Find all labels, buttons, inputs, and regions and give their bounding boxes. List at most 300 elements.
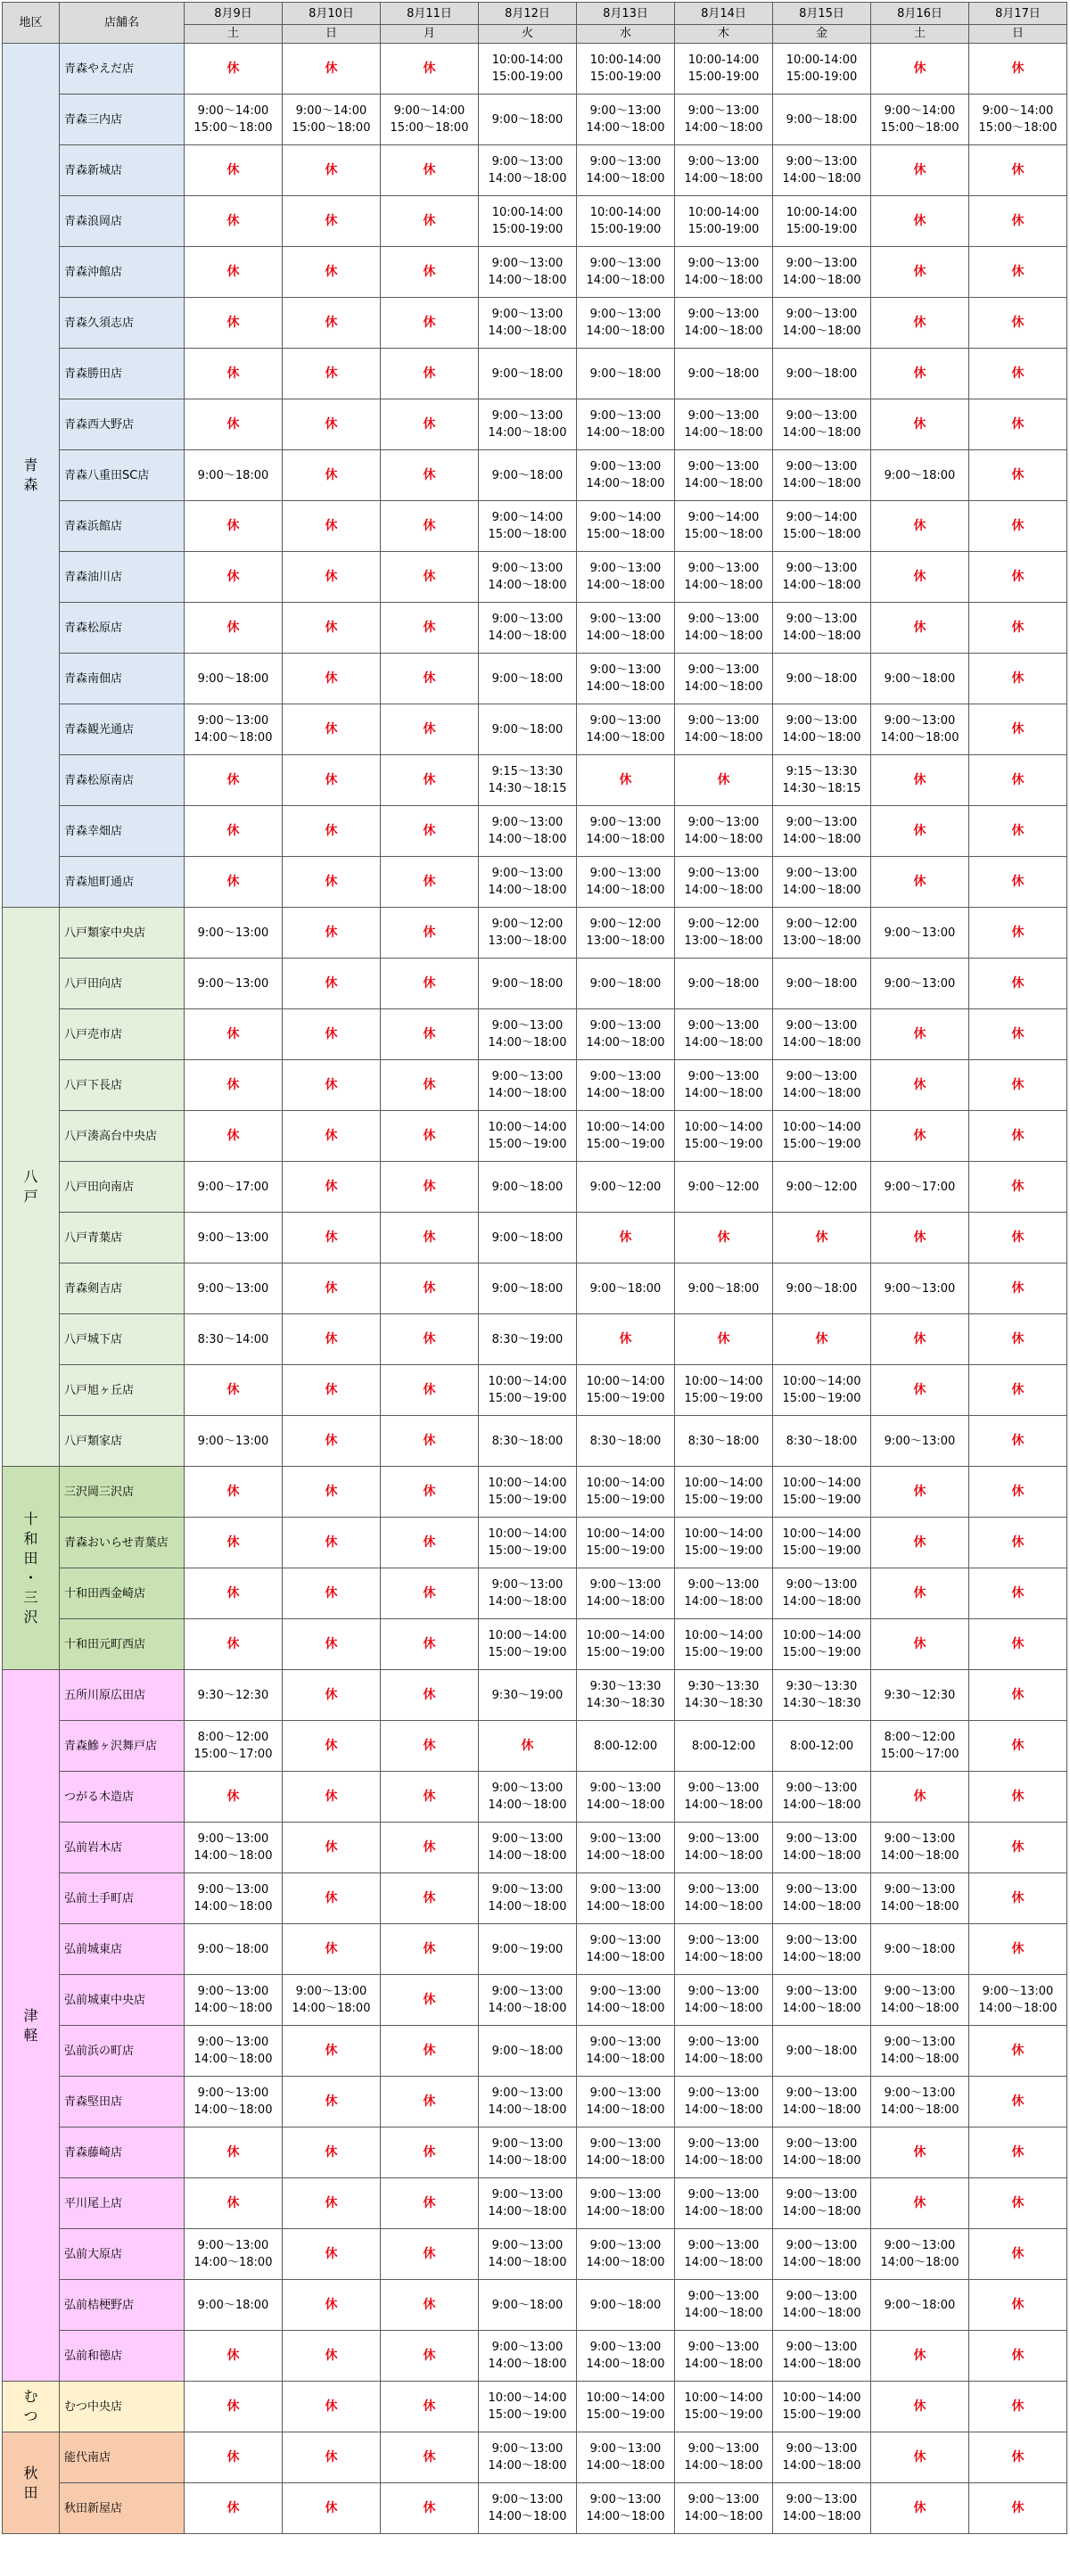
- hours-cell: 9:00～12:00 13:00～18:00: [479, 908, 577, 959]
- closed-cell: 休: [969, 2382, 1067, 2432]
- hours-cell: 9:00～13:00 14:00～18:00: [675, 95, 773, 145]
- hours-cell: 9:00～13:00: [185, 908, 283, 959]
- hours-cell: 9:00～18:00: [773, 959, 871, 1009]
- closed-cell: 休: [871, 1518, 969, 1568]
- closed-cell: 休: [381, 908, 479, 959]
- closed-cell: 休: [185, 1518, 283, 1568]
- table-row: [3, 959, 1067, 1009]
- hours-cell: 10:00～14:00 15:00～19:00: [479, 1619, 577, 1670]
- closed-cell: 休: [283, 247, 381, 298]
- closed-cell: 休: [185, 501, 283, 552]
- store-name-cell: 弘前和徳店: [60, 2331, 185, 2382]
- closed-cell: 休: [381, 1416, 479, 1467]
- hours-cell: 9:00～13:00 14:00～18:00: [871, 2077, 969, 2127]
- hours-cell: 9:00～14:00 15:00～18:00: [773, 501, 871, 552]
- closed-cell: 休: [381, 806, 479, 857]
- table-row: [3, 908, 1067, 959]
- closed-cell: 休: [969, 603, 1067, 654]
- hours-cell: 9:00～18:00: [479, 704, 577, 755]
- closed-cell: 休: [381, 552, 479, 603]
- closed-cell: 休: [871, 2127, 969, 2178]
- table-row: [3, 704, 1067, 755]
- hours-cell: 9:00～13:00 14:00～18:00: [577, 1823, 675, 1873]
- table-body: [3, 44, 1067, 2534]
- closed-cell: 休: [871, 349, 969, 399]
- hours-cell: 9:00～13:00 14:00～18:00: [577, 2077, 675, 2127]
- closed-cell: 休: [871, 2382, 969, 2432]
- store-name-cell: 三沢岡三沢店: [60, 1467, 185, 1518]
- closed-cell: 休: [381, 1060, 479, 1111]
- hours-cell: 9:00～18:00: [479, 349, 577, 399]
- hours-cell: 9:00～12:00 13:00～18:00: [577, 908, 675, 959]
- closed-cell: 休: [283, 2026, 381, 2077]
- store-name-cell: 青森油川店: [60, 552, 185, 603]
- closed-cell: 休: [381, 399, 479, 450]
- hours-cell: 9:00～13:00 14:00～18:00: [479, 1009, 577, 1060]
- closed-cell: 休: [871, 552, 969, 603]
- closed-cell: 休: [969, 552, 1067, 603]
- table-row: [3, 2382, 1067, 2432]
- hours-cell: 10:00～14:00 15:00～19:00: [773, 1619, 871, 1670]
- hours-cell: 9:00～13:00 14:00～18:00: [479, 399, 577, 450]
- store-name-cell: 八戸下長店: [60, 1060, 185, 1111]
- closed-cell: 休: [283, 196, 381, 247]
- closed-cell: 休: [283, 704, 381, 755]
- closed-cell: 休: [871, 298, 969, 349]
- hours-cell: 9:00～13:00 14:00～18:00: [577, 1772, 675, 1823]
- store-name-cell: 青森浪岡店: [60, 196, 185, 247]
- hours-cell: 9:00～13:00 14:00～18:00: [185, 704, 283, 755]
- hours-cell: 8:00～12:00 15:00～17:00: [871, 1721, 969, 1772]
- table-row: [3, 2026, 1067, 2077]
- date-header: 8月15日: [773, 3, 871, 25]
- store-name-cell: 青森幸畑店: [60, 806, 185, 857]
- hours-cell: 9:00～18:00: [479, 654, 577, 704]
- region-cell: む つ: [3, 2382, 60, 2432]
- hours-cell: 9:00～18:00: [773, 654, 871, 704]
- hours-cell: 9:00～13:00 14:00～18:00: [479, 298, 577, 349]
- hours-cell: 9:00～13:00 14:00～18:00: [675, 1924, 773, 1975]
- table-row: [3, 1518, 1067, 1568]
- closed-cell: 休: [283, 1060, 381, 1111]
- closed-cell: 休: [185, 806, 283, 857]
- closed-cell: 休: [577, 1213, 675, 1263]
- closed-cell: 休: [871, 1009, 969, 1060]
- hours-cell: 10:00～14:00 15:00～19:00: [577, 1619, 675, 1670]
- store-name-cell: 十和田西金崎店: [60, 1568, 185, 1619]
- table-row: [3, 1416, 1067, 1467]
- hours-cell: 9:00～13:00 14:00～18:00: [675, 2178, 773, 2229]
- store-name-cell: 八戸青葉店: [60, 1213, 185, 1263]
- closed-cell: 休: [283, 959, 381, 1009]
- closed-cell: 休: [969, 2178, 1067, 2229]
- hours-cell: 8:30～19:00: [479, 1314, 577, 1365]
- table-row: [3, 501, 1067, 552]
- schedule-table: [2, 2, 1067, 2534]
- hours-cell: 9:00～13:00 14:00～18:00: [577, 1060, 675, 1111]
- hours-cell: 9:00～13:00 14:00～18:00: [675, 247, 773, 298]
- hours-cell: 9:00～12:00: [675, 1162, 773, 1213]
- hours-cell: 9:00～13:00 14:00～18:00: [675, 857, 773, 908]
- store-name-cell: 青森新城店: [60, 145, 185, 196]
- table-row: [3, 552, 1067, 603]
- closed-cell: 休: [969, 501, 1067, 552]
- hours-cell: 9:00～13:00 14:00～18:00: [185, 2229, 283, 2280]
- hours-cell: 10:00～14:00 15:00～19:00: [675, 2382, 773, 2432]
- closed-cell: 休: [185, 145, 283, 196]
- hours-cell: 9:00～13:00 14:00～18:00: [675, 298, 773, 349]
- store-name-cell: 平川尾上店: [60, 2178, 185, 2229]
- closed-cell: 休: [283, 349, 381, 399]
- hours-cell: 8:00-12:00: [773, 1721, 871, 1772]
- store-name-cell: 青森堅田店: [60, 2077, 185, 2127]
- date-header: 8月13日: [577, 3, 675, 25]
- table-row: [3, 399, 1067, 450]
- table-row: [3, 1619, 1067, 1670]
- closed-cell: 休: [969, 1619, 1067, 1670]
- hours-cell: 9:00～14:00 15:00～18:00: [969, 95, 1067, 145]
- closed-cell: 休: [381, 1467, 479, 1518]
- region-cell: 青 森: [3, 44, 60, 908]
- table-row: [3, 298, 1067, 349]
- closed-cell: 休: [283, 908, 381, 959]
- hours-cell: 9:00～13:00 14:00～18:00: [675, 145, 773, 196]
- closed-cell: 休: [381, 1213, 479, 1263]
- hours-cell: 9:30～13:30 14:30～18:30: [577, 1670, 675, 1721]
- hours-cell: 9:00～13:00 14:00～18:00: [773, 247, 871, 298]
- closed-cell: 休: [969, 2432, 1067, 2483]
- hours-cell: 8:00-12:00: [577, 1721, 675, 1772]
- closed-cell: 休: [381, 2077, 479, 2127]
- hours-cell: 9:00～13:00 14:00～18:00: [577, 145, 675, 196]
- closed-cell: 休: [185, 1365, 283, 1416]
- closed-cell: 休: [871, 247, 969, 298]
- hours-cell: 9:00～18:00: [479, 1162, 577, 1213]
- hours-cell: 9:00～14:00 15:00～18:00: [577, 501, 675, 552]
- closed-cell: 休: [283, 755, 381, 806]
- closed-cell: 休: [675, 1314, 773, 1365]
- hours-cell: 9:00～13:00 14:00～18:00: [871, 1823, 969, 1873]
- hours-cell: 9:00～13:00 14:00～18:00: [773, 2280, 871, 2331]
- hours-cell: 9:00～13:00 14:00～18:00: [773, 1873, 871, 1924]
- table-row: [3, 2127, 1067, 2178]
- closed-cell: 休: [381, 1009, 479, 1060]
- table-row: [3, 44, 1067, 95]
- hours-cell: 10:00-14:00 15:00-19:00: [773, 196, 871, 247]
- closed-cell: 休: [283, 1924, 381, 1975]
- hours-cell: 9:00～13:00 14:00～18:00: [773, 704, 871, 755]
- hours-cell: 9:00～13:00 14:00～18:00: [479, 1060, 577, 1111]
- hours-cell: 9:00～13:00 14:00～18:00: [577, 1924, 675, 1975]
- table-row: [3, 857, 1067, 908]
- store-name-cell: 弘前桔梗野店: [60, 2280, 185, 2331]
- closed-cell: 休: [283, 2229, 381, 2280]
- hours-cell: 10:00～14:00 15:00～19:00: [773, 2382, 871, 2432]
- hours-cell: 10:00～14:00 15:00～19:00: [675, 1619, 773, 1670]
- hours-cell: 9:00～13:00 14:00～18:00: [675, 806, 773, 857]
- table-row: [3, 2432, 1067, 2483]
- closed-cell: 休: [381, 704, 479, 755]
- table-row: [3, 1924, 1067, 1975]
- closed-cell: 休: [381, 2280, 479, 2331]
- closed-cell: 休: [969, 1416, 1067, 1467]
- store-name-cell: 青森やえだ店: [60, 44, 185, 95]
- closed-cell: 休: [283, 1365, 381, 1416]
- store-name-cell: 青森西大野店: [60, 399, 185, 450]
- hours-cell: 9:30～19:00: [479, 1670, 577, 1721]
- hours-cell: 10:00～14:00 15:00～19:00: [577, 1518, 675, 1568]
- closed-cell: 休: [871, 603, 969, 654]
- date-header: 8月9日: [185, 3, 283, 25]
- table-row: [3, 1467, 1067, 1518]
- table-row: [3, 145, 1067, 196]
- closed-cell: 休: [185, 399, 283, 450]
- closed-cell: 休: [283, 2432, 381, 2483]
- closed-cell: 休: [969, 1721, 1067, 1772]
- hours-cell: 10:00～14:00 15:00～19:00: [577, 2382, 675, 2432]
- hours-cell: 9:00～18:00: [185, 2280, 283, 2331]
- weekday-header: 日: [283, 25, 381, 44]
- date-header: 8月14日: [675, 3, 773, 25]
- closed-cell: 休: [283, 806, 381, 857]
- closed-cell: 休: [969, 1314, 1067, 1365]
- hours-cell: 9:00～13:00 14:00～18:00: [479, 2331, 577, 2382]
- date-header-row: [3, 3, 1067, 25]
- closed-cell: 休: [381, 2178, 479, 2229]
- closed-cell: 休: [969, 959, 1067, 1009]
- closed-cell: 休: [283, 2331, 381, 2382]
- hours-cell: 9:15～13:30 14:30～18:15: [479, 755, 577, 806]
- store-name-cell: 青森南佃店: [60, 654, 185, 704]
- hours-cell: 9:00～18:00: [479, 2026, 577, 2077]
- closed-cell: 休: [283, 1162, 381, 1213]
- closed-cell: 休: [283, 603, 381, 654]
- date-header: 8月10日: [283, 3, 381, 25]
- table-row: [3, 654, 1067, 704]
- store-name-cell: 八戸湊高台中央店: [60, 1111, 185, 1162]
- hours-cell: 9:00～13:00 14:00～18:00: [773, 552, 871, 603]
- closed-cell: 休: [283, 145, 381, 196]
- hours-cell: 9:00～13:00 14:00～18:00: [185, 1873, 283, 1924]
- closed-cell: 休: [969, 1873, 1067, 1924]
- closed-cell: 休: [185, 2432, 283, 2483]
- closed-cell: 休: [871, 1314, 969, 1365]
- hours-cell: 9:00～13:00 14:00～18:00: [479, 1975, 577, 2026]
- closed-cell: 休: [283, 2127, 381, 2178]
- hours-cell: 9:00～13:00 14:00～18:00: [479, 2178, 577, 2229]
- hours-cell: 9:00～13:00 14:00～18:00: [773, 1009, 871, 1060]
- closed-cell: 休: [381, 1823, 479, 1873]
- closed-cell: 休: [479, 1721, 577, 1772]
- table-row: [3, 603, 1067, 654]
- store-name-cell: 能代南店: [60, 2432, 185, 2483]
- closed-cell: 休: [283, 1772, 381, 1823]
- closed-cell: 休: [185, 1111, 283, 1162]
- closed-cell: 休: [675, 1213, 773, 1263]
- closed-cell: 休: [969, 196, 1067, 247]
- hours-cell: 9:00～13:00: [871, 1263, 969, 1314]
- table-row: [3, 1162, 1067, 1213]
- hours-cell: 9:00～12:00 13:00～18:00: [773, 908, 871, 959]
- hours-cell: 9:00～12:00 13:00～18:00: [675, 908, 773, 959]
- closed-cell: 休: [969, 1213, 1067, 1263]
- hours-cell: 9:00～13:00 14:00～18:00: [773, 1060, 871, 1111]
- closed-cell: 休: [969, 806, 1067, 857]
- hours-cell: 9:00～13:00 14:00～18:00: [871, 1975, 969, 2026]
- closed-cell: 休: [969, 1263, 1067, 1314]
- table-row: [3, 1365, 1067, 1416]
- hours-cell: 9:00～18:00: [675, 959, 773, 1009]
- weekday-header: 土: [871, 25, 969, 44]
- hours-cell: 9:00～13:00 14:00～18:00: [773, 857, 871, 908]
- hours-cell: 9:00～18:00: [773, 2026, 871, 2077]
- closed-cell: 休: [381, 1263, 479, 1314]
- hours-cell: 9:00～13:00 14:00～18:00: [871, 2229, 969, 2280]
- hours-cell: 9:00～18:00: [675, 349, 773, 399]
- hours-cell: 9:00～13:00 14:00～18:00: [479, 1823, 577, 1873]
- hours-cell: 9:00～13:00 14:00～18:00: [675, 399, 773, 450]
- hours-cell: 9:00～13:00 14:00～18:00: [577, 1873, 675, 1924]
- closed-cell: 休: [871, 44, 969, 95]
- closed-cell: 休: [283, 2178, 381, 2229]
- table-row: [3, 196, 1067, 247]
- hours-cell: 9:00～13:00 14:00～18:00: [675, 1009, 773, 1060]
- closed-cell: 休: [381, 1314, 479, 1365]
- store-name-cell: 八戸城下店: [60, 1314, 185, 1365]
- table-row: [3, 1060, 1067, 1111]
- table-row: [3, 1314, 1067, 1365]
- hours-cell: 9:00～13:00 14:00～18:00: [773, 2229, 871, 2280]
- closed-cell: 休: [283, 1467, 381, 1518]
- hours-cell: 9:00～18:00: [871, 2280, 969, 2331]
- closed-cell: 休: [185, 857, 283, 908]
- hours-cell: 9:00～13:00 14:00～18:00: [577, 1568, 675, 1619]
- hours-cell: 10:00～14:00 15:00～19:00: [479, 1518, 577, 1568]
- closed-cell: 休: [185, 2382, 283, 2432]
- table-row: [3, 806, 1067, 857]
- closed-cell: 休: [283, 1009, 381, 1060]
- closed-cell: 休: [185, 2178, 283, 2229]
- closed-cell: 休: [283, 857, 381, 908]
- hours-cell: 9:00～13:00 14:00～18:00: [773, 2077, 871, 2127]
- hours-cell: 9:00～18:00: [479, 1213, 577, 1263]
- closed-cell: 休: [381, 1975, 479, 2026]
- table-row: [3, 450, 1067, 501]
- hours-cell: 9:00～18:00: [185, 1924, 283, 1975]
- closed-cell: 休: [381, 2432, 479, 2483]
- hours-cell: 9:00～13:00 14:00～18:00: [675, 2331, 773, 2382]
- store-name-cell: 青森八重田SC店: [60, 450, 185, 501]
- hours-cell: 10:00～14:00 15:00～19:00: [773, 1518, 871, 1568]
- closed-cell: 休: [871, 196, 969, 247]
- hours-cell: 9:00～13:00 14:00～18:00: [675, 1772, 773, 1823]
- closed-cell: 休: [871, 1060, 969, 1111]
- closed-cell: 休: [969, 2077, 1067, 2127]
- closed-cell: 休: [381, 1568, 479, 1619]
- hours-cell: 9:00～18:00: [479, 1263, 577, 1314]
- closed-cell: 休: [283, 1416, 381, 1467]
- closed-cell: 休: [283, 2077, 381, 2127]
- hours-cell: 9:00～13:00 14:00～18:00: [577, 2229, 675, 2280]
- closed-cell: 休: [969, 247, 1067, 298]
- hours-cell: 9:00～17:00: [185, 1162, 283, 1213]
- hours-cell: 9:00～13:00 14:00～18:00: [773, 1975, 871, 2026]
- hours-cell: 9:00～18:00: [871, 654, 969, 704]
- closed-cell: 休: [969, 349, 1067, 399]
- closed-cell: 休: [185, 44, 283, 95]
- closed-cell: 休: [773, 1213, 871, 1263]
- closed-cell: 休: [283, 450, 381, 501]
- closed-cell: 休: [871, 1619, 969, 1670]
- closed-cell: 休: [381, 450, 479, 501]
- closed-cell: 休: [969, 2483, 1067, 2534]
- closed-cell: 休: [969, 2026, 1067, 2077]
- table-row: [3, 2178, 1067, 2229]
- hours-cell: 9:00～13:00 14:00～18:00: [577, 2127, 675, 2178]
- closed-cell: 休: [381, 2483, 479, 2534]
- hours-cell: 9:00～13:00 14:00～18:00: [675, 2280, 773, 2331]
- hours-cell: 10:00～14:00 15:00～19:00: [675, 1365, 773, 1416]
- closed-cell: 休: [969, 1924, 1067, 1975]
- hours-cell: 9:00～13:00 14:00～18:00: [773, 2432, 871, 2483]
- weekday-header: 木: [675, 25, 773, 44]
- closed-cell: 休: [871, 501, 969, 552]
- closed-cell: 休: [283, 552, 381, 603]
- closed-cell: 休: [381, 145, 479, 196]
- hours-cell: 10:00～14:00 15:00～19:00: [577, 1365, 675, 1416]
- hours-cell: 9:00～19:00: [479, 1924, 577, 1975]
- closed-cell: 休: [185, 2331, 283, 2382]
- closed-cell: 休: [969, 2280, 1067, 2331]
- closed-cell: 休: [185, 349, 283, 399]
- closed-cell: 休: [969, 755, 1067, 806]
- hours-cell: 9:00～13:00 14:00～18:00: [577, 2331, 675, 2382]
- closed-cell: 休: [969, 2229, 1067, 2280]
- hours-cell: 9:00～13:00 14:00～18:00: [479, 1568, 577, 1619]
- closed-cell: 休: [871, 1365, 969, 1416]
- closed-cell: 休: [969, 1467, 1067, 1518]
- hours-cell: 9:00～13:00: [185, 1416, 283, 1467]
- closed-cell: 休: [969, 145, 1067, 196]
- hours-cell: 9:00～13:00 14:00～18:00: [675, 654, 773, 704]
- hours-cell: 9:00～13:00 14:00～18:00: [871, 2026, 969, 2077]
- store-name-cell: 青森旭町通店: [60, 857, 185, 908]
- closed-cell: 休: [283, 44, 381, 95]
- closed-cell: 休: [871, 857, 969, 908]
- hours-cell: 9:00～13:00 14:00～18:00: [577, 1009, 675, 1060]
- closed-cell: 休: [283, 1568, 381, 1619]
- hours-cell: 10:00～14:00 15:00～19:00: [675, 1467, 773, 1518]
- weekday-header: 金: [773, 25, 871, 44]
- date-header: 8月16日: [871, 3, 969, 25]
- closed-cell: 休: [283, 298, 381, 349]
- hours-cell: 9:00～13:00 14:00～18:00: [479, 2127, 577, 2178]
- store-name-cell: 十和田元町西店: [60, 1619, 185, 1670]
- closed-cell: 休: [969, 704, 1067, 755]
- closed-cell: 休: [969, 44, 1067, 95]
- table-row: [3, 2229, 1067, 2280]
- hours-cell: 9:00～13:00 14:00～18:00: [773, 145, 871, 196]
- hours-cell: 9:00～13:00 14:00～18:00: [479, 2432, 577, 2483]
- hours-cell: 9:00～13:00 14:00～18:00: [773, 2483, 871, 2534]
- table-row: [3, 2331, 1067, 2382]
- hours-cell: 9:00～13:00 14:00～18:00: [577, 95, 675, 145]
- store-name-cell: 青森観光通店: [60, 704, 185, 755]
- closed-cell: 休: [283, 1263, 381, 1314]
- table-row: [3, 349, 1067, 399]
- closed-cell: 休: [969, 1111, 1067, 1162]
- hours-cell: 9:00～13:00: [871, 1416, 969, 1467]
